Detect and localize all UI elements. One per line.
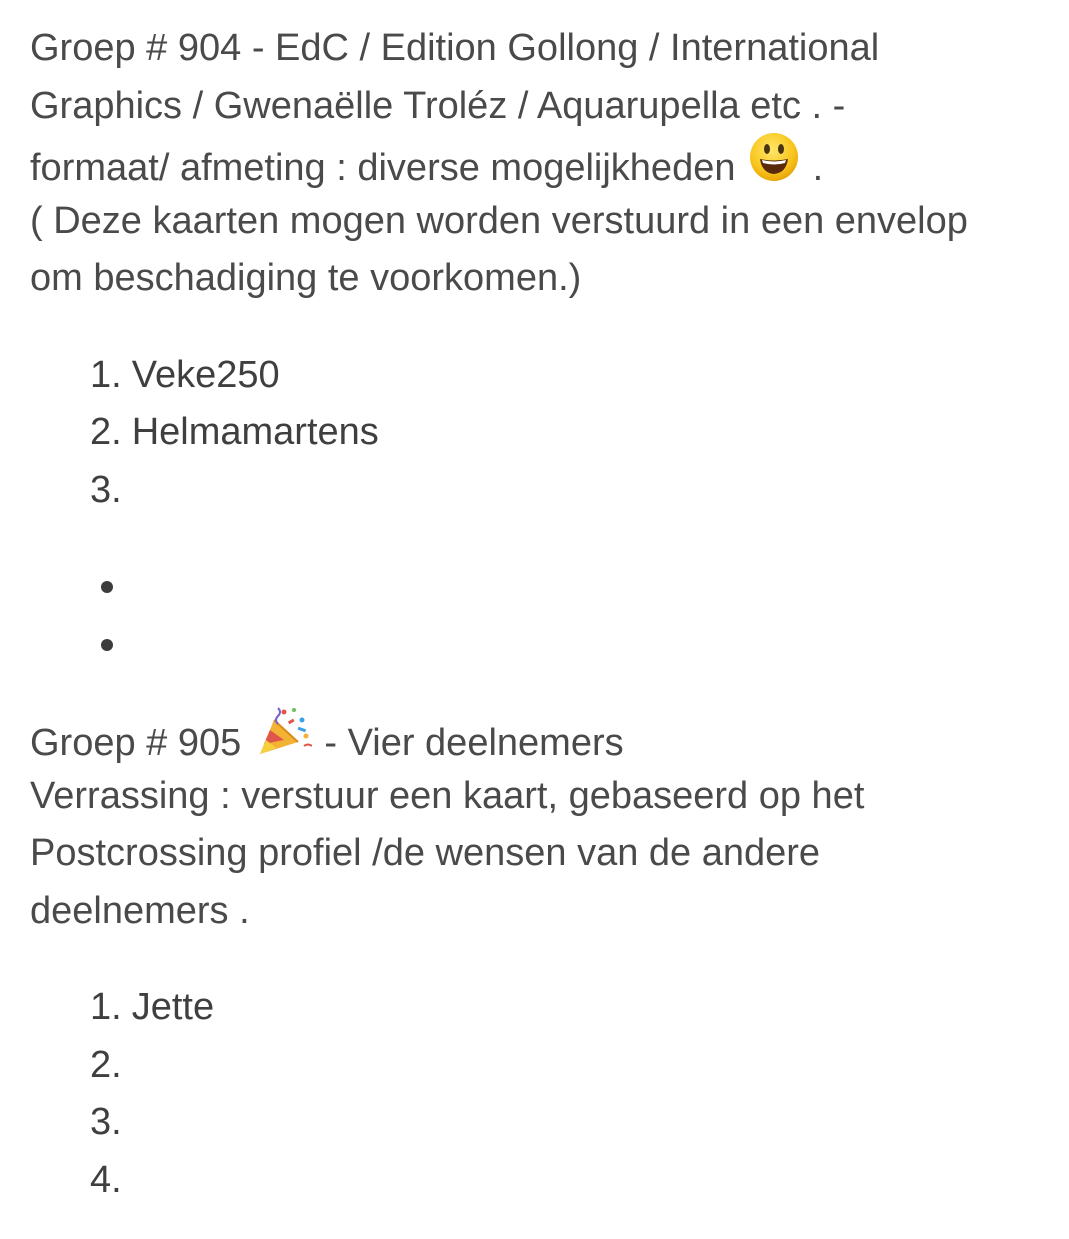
list-item-number: 2. — [90, 1043, 122, 1086]
group-904-participant-list — [30, 347, 1050, 520]
empty-bullet-item — [30, 615, 1050, 673]
group-905-line-4: deelnemers . — [30, 889, 250, 932]
group-904-line-3 — [30, 135, 1050, 193]
group-905-participant-list — [30, 979, 1050, 1209]
list-item — [30, 1037, 1050, 1095]
group-904-format-text: formaat/ afmeting : diverse mogelijkheden — [30, 146, 736, 189]
group-905-section — [30, 710, 1050, 1209]
bullet-icon — [101, 581, 113, 593]
group-905-title-line — [30, 710, 1050, 768]
list-item-number: 1. — [90, 353, 122, 396]
list-item-number: 1. — [90, 986, 122, 1028]
participant-name: Helmamartens — [131, 411, 379, 453]
participant-name: Jette — [131, 986, 215, 1028]
group-904-period: . — [812, 146, 824, 189]
list-item — [30, 979, 1050, 1037]
group-905-title: Groep # 905 — [30, 721, 242, 764]
group-904-line-5: om beschadiging te voorkomen.) — [30, 257, 582, 299]
list-item — [30, 404, 1050, 462]
empty-bullet-item — [30, 557, 1050, 615]
smiley-face-icon — [748, 131, 800, 201]
list-item-number: 3. — [90, 1101, 122, 1143]
group-904-line-4: ( Deze kaarten mogen worden verstuurd in een envelop — [30, 199, 968, 242]
list-item — [30, 462, 1050, 520]
participant-name: Veke250 — [131, 353, 280, 396]
group-904-section — [30, 20, 1050, 672]
group-904-title: Groep # 904 - EdC / Edition Gollong / International — [30, 27, 880, 69]
list-item-number: 2. — [90, 411, 122, 453]
list-item — [30, 1152, 1050, 1210]
group-905-line-2: Verrassing : verstuur een kaart, gebaseerd op het — [30, 774, 865, 817]
party-popper-icon — [254, 706, 312, 776]
list-item-number: 4. — [90, 1158, 122, 1201]
group-905-line-3: Postcrossing profiel /de wensen van de andere — [30, 832, 821, 874]
list-item-number: 3. — [90, 468, 122, 511]
list-item — [30, 1094, 1050, 1152]
group-905-title-suffix: - Vier deelnemers — [324, 721, 624, 764]
bullet-icon — [101, 639, 113, 651]
group-904-line-2: Graphics / Gwenaëlle Troléz / Aquarupella etc . - — [30, 84, 846, 127]
post-content — [30, 20, 1050, 1209]
list-item — [30, 347, 1050, 405]
